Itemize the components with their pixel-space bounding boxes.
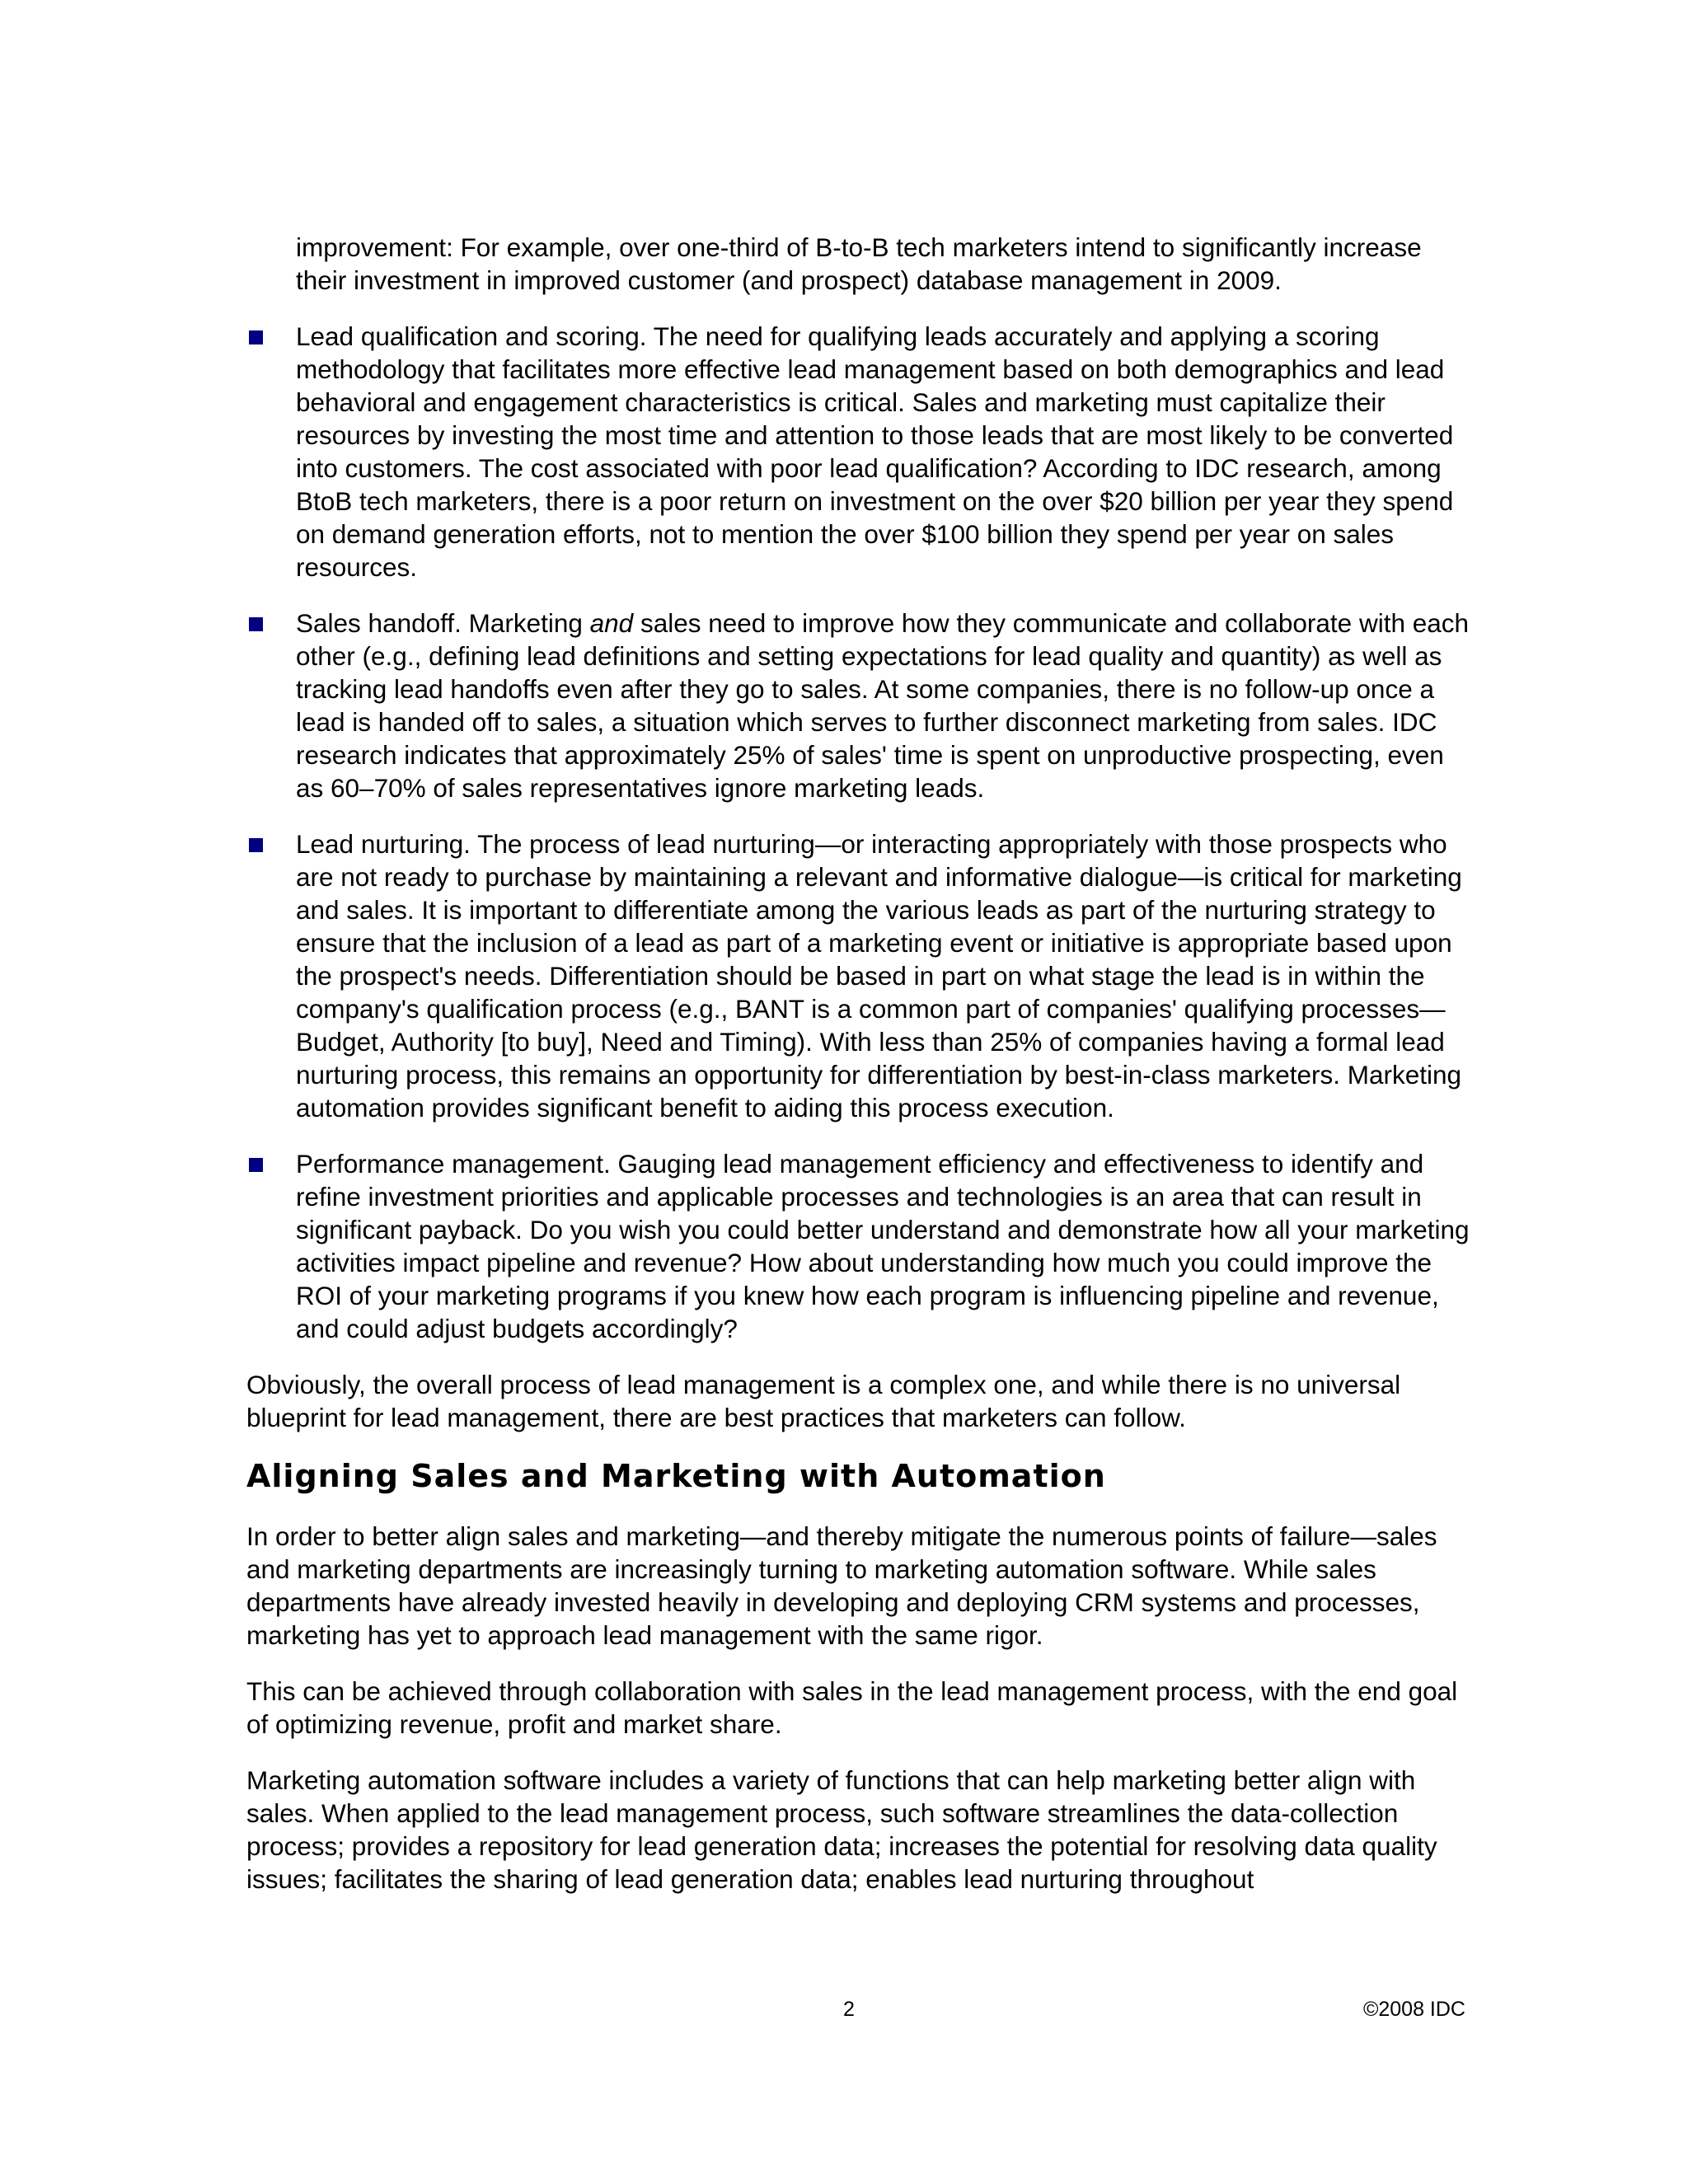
bullet-text-lead-nurturing: Lead nurturing. The process of lead nurturing—or interacting appropriately with those prospects who are not ready to purchase by maintaining a relevant and informative dialogue—is critical for marketing and sales. It is important to differentiate among the various leads as part of the nurturing strategy to ensure that the inclusion of a lead as part of a marketing event or initiative is appropriate based upon the prospect's needs. Differentiation should be based in part on what stage the lead is in within the company's qualification process (e.g., BANT is a common part of companies' qualifying processes—Budget, Authority [to buy], Need and Timing). With less than 25% of companies having a formal lead nurturing process, this remains an opportunity for differentiation by best-in-class marketers. Marketing automation provides significant benefit to aiding this process execution. bbox=[296, 829, 1462, 1122]
square-bullet-icon bbox=[249, 617, 263, 631]
list-item bbox=[246, 607, 1475, 804]
page-number: 2 bbox=[843, 1998, 855, 2021]
bullet-text-sales-handoff-post: sales need to improve how they communicate and collaborate with each other (e.g., defining lead definitions and setting expectations for lead quality and quantity) as well as tracking lead handoffs even after they go to sales. At some companies, there is no follow-up once a lead is handed off to sales, a situation which serves to further disconnect marketing from sales. IDC research indicates that approximately 25% of sales' time is spent on unproductive prospecting, even as 60–70% of sales representatives ignore marketing leads. bbox=[296, 608, 1470, 803]
list-item bbox=[246, 1147, 1475, 1345]
section-paragraph: This can be achieved through collaboration with sales in the lead management process, with the end goal of optimizing revenue, profit and market share. bbox=[246, 1676, 1458, 1739]
list-item bbox=[246, 827, 1475, 1124]
closing-paragraph: Obviously, the overall process of lead management is a complex one, and while there is no universal blueprint for lead management, there are best practices that marketers can follow. bbox=[246, 1370, 1401, 1432]
square-bullet-icon bbox=[249, 1158, 263, 1172]
bullet-text-lead-qualification: Lead qualification and scoring. The need for qualifying leads accurately and applying a scoring methodology that facilitates more effective lead management based on both demographics and lead behavioral and engagement characteristics is critical. Sales and marketing must capitalize their resources by investing the most time and attention to those leads that are most likely to be converted into customers. The cost associated with poor lead qualification? According to IDC research, among BtoB tech marketers, there is a poor return on investment on the over $20 billion per year they spend on demand generation efforts, not to mention the over $100 billion they spend per year on sales resources. bbox=[296, 321, 1454, 582]
continuation-text: improvement: For example, over one-third of B-to-B tech marketers intend to significantly increase their investment in improved customer (and prospect) database management in 2009. bbox=[296, 232, 1422, 295]
square-bullet-icon bbox=[249, 330, 263, 344]
section-paragraph: In order to better align sales and marketing—and thereby mitigate the numerous points of failure—sales and marketing departments are increasingly turning to marketing automation software. While sales departments have already invested heavily in developing and deploying CRM systems and processes, marketing has yet to approach lead management with the same rigor. bbox=[246, 1521, 1437, 1650]
section-heading: Aligning Sales and Marketing with Automation bbox=[246, 1458, 1106, 1494]
page-body bbox=[246, 231, 1475, 1919]
bullet-text-sales-handoff-emphasis: and bbox=[589, 608, 634, 638]
bullet-text-sales-handoff-pre: Sales handoff. Marketing bbox=[296, 608, 590, 638]
section-paragraph: Marketing automation software includes a variety of functions that can help marketing better align with sales. When applied to the lead management process, such software streamlines the data-collection process; provides a repository for lead generation data; increases the potential for resolving data quality issues; facilitates the sharing of lead generation data; enables lead nurturing throughout bbox=[246, 1765, 1437, 1894]
copyright-notice: ©2008 IDC bbox=[1362, 1998, 1465, 2021]
bullet-list bbox=[246, 320, 1475, 1345]
square-bullet-icon bbox=[249, 838, 263, 852]
list-item bbox=[246, 320, 1475, 583]
bullet-text-performance-management: Performance management. Gauging lead management efficiency and effectiveness to identify and refine investment priorities and applicable processes and technologies is an area that can result in significant payback. Do you wish you could better understand and demonstrate how all your marketing activities impact pipeline and revenue? How about understanding how much you could improve the ROI of your marketing programs if you knew how each program is influencing pipeline and revenue, and could adjust budgets accordingly? bbox=[296, 1149, 1470, 1343]
